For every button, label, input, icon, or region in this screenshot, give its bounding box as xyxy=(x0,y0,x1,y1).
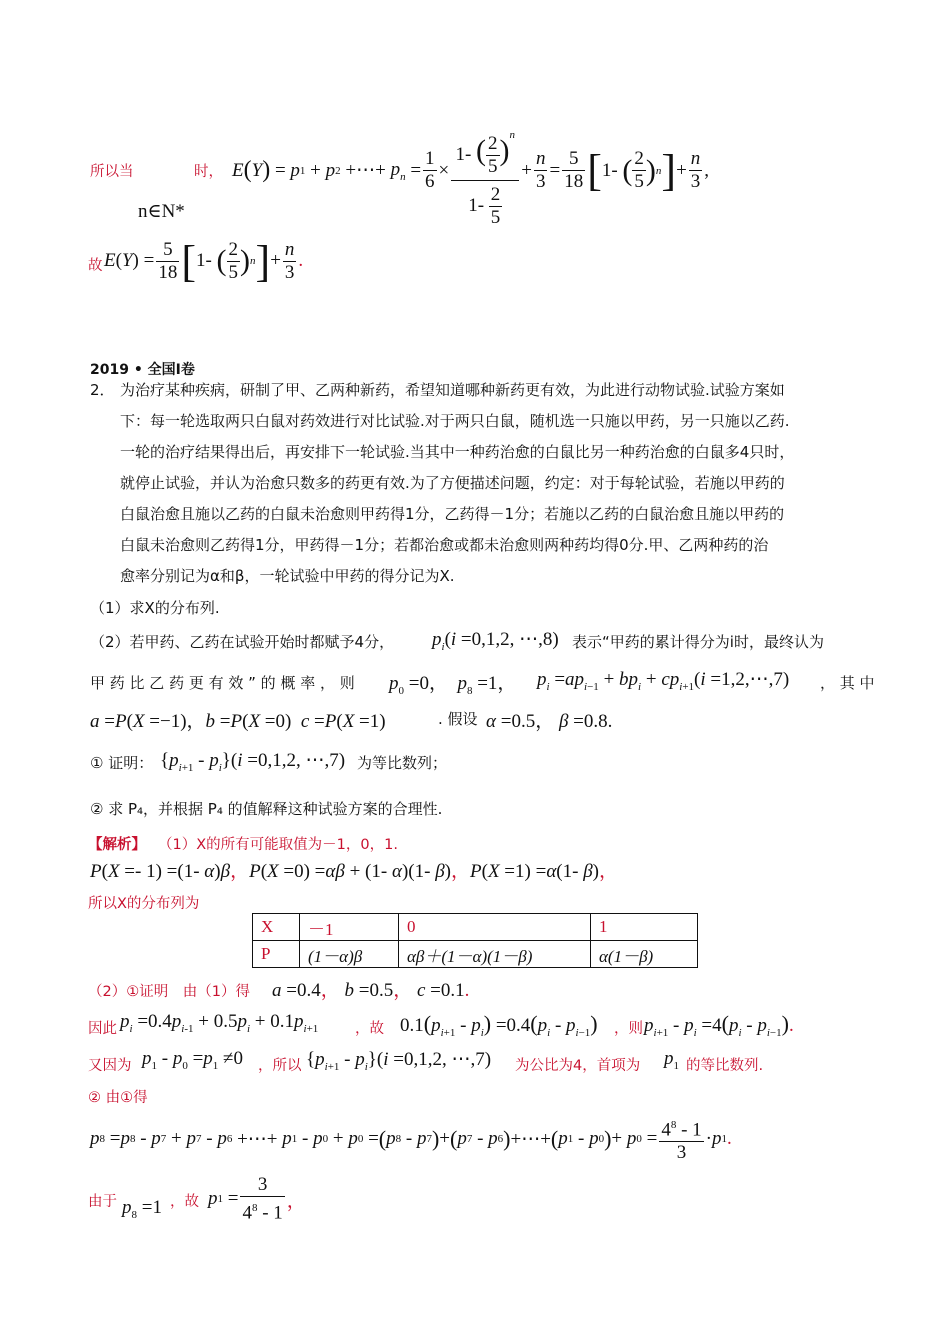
difference-sequence-2: $\{p_{i+1} - p_i\}(i =0,1,2$, ⋯,7) xyxy=(306,1049,492,1073)
abc-values: a =0.4， b =0.5， c =0.1. xyxy=(272,980,470,1001)
ey-result-formula: E ( Y ) = $\frac{5}{18}$ [ 1- ( $\frac{2}{5}$ ) n ] + $\frac{n}{3}$ . xyxy=(104,236,304,286)
n-condition: n∈N* xyxy=(138,201,185,222)
since-label: 所以当 xyxy=(90,164,134,180)
table-cell: P xyxy=(253,941,300,968)
so2-label: ，所以 xyxy=(258,1058,302,1074)
problem-line-3: 一轮的治疗结果得出后，再安排下一轮试验.当其中一种药治愈的白鼠比另一种药治愈的白鼠多4只时， xyxy=(120,443,795,461)
solution-part-2-label: （2）①证明 由（1）得 xyxy=(88,984,250,1000)
alpha-beta-values: α =0.5， β =0.8. xyxy=(486,711,613,732)
question-2-part-a: （2）若甲药、乙药在试验开始时都赋予4分， xyxy=(90,633,395,651)
recurrence-formula: $p_i =ap_{i-1} + bp_i + cp_{i+1}(i$ =1,2,⋯,7) xyxy=(537,669,790,693)
problem-line-1: 为治疗某种疾病，研制了甲、乙两种新药，希望知道哪种新药更有效，为此进行动物试验.试验方案如 xyxy=(120,381,785,399)
then-label: ，则 xyxy=(614,1021,643,1037)
pi-definition: $p_i(i =0,1,2$, ⋯,8) xyxy=(432,629,559,653)
table-row xyxy=(253,941,698,968)
question-2-part-e: . 假设 xyxy=(438,710,478,728)
problem-line-4: 就停止试验，并认为治愈只数多的药更有效.为了方便描述问题，约定：对于每轮试验，若施以甲药的 xyxy=(120,474,785,492)
ey-sum-formula: E ( Y ) = p 1 + p 2 +⋯+ $p_n$ = $\frac{1}{6}$ × 1- ( $\frac{2}{5}$ )$^n$ 1- $\frac{2}{5}$ + $\frac{n}{3}$ = $\frac{5}{18}$ [ 1- ( $\frac{2}{5}$ ) n ] + $\frac{n}{3}$ , xyxy=(232,118,709,223)
solution-label: 【解析】 xyxy=(88,837,146,853)
ratio-text: 为公比为4，首项为 xyxy=(515,1058,641,1074)
problem-line-7: 愈率分别记为α和β，一轮试验中甲药的得分记为X. xyxy=(120,567,455,585)
table-cell: αβ＋(1－α)(1－β) xyxy=(399,941,591,968)
difference-sequence: $\{p_{i+1} - p_i\}(i =0,1,2$, ⋯,7) xyxy=(160,750,346,774)
question-2-part-b: 表示“甲药的累计得分为i时，最终认为 xyxy=(572,633,824,651)
probability-formulas: P(X =- 1) =(1- α)β，P(X =0) =αβ + (1- α)(1- β)，P(X =1) =α(1- β)， xyxy=(90,861,619,882)
problem-number: 2． xyxy=(90,381,115,399)
p1-symbol: $p_1$ xyxy=(664,1048,679,1072)
problem-line-5: 白鼠治愈且施以乙药的白鼠未治愈则甲药得1分，乙药得－1分；若施以乙药的白鼠治愈且施以甲药的 xyxy=(120,505,785,523)
table-row xyxy=(253,914,698,941)
so3-label: ，故 xyxy=(170,1194,199,1210)
abc-definitions: a =P(X =−1)，b =P(X =0) c =P(X =1) xyxy=(90,711,386,732)
problem-line-6: 白鼠未治愈则乙药得1分，甲药得－1分；若都治愈或都未治愈则两种药均得0分.甲、乙两种药的治 xyxy=(120,536,769,554)
question-2-part-d: ， 其 中 xyxy=(820,674,875,692)
table-cell: －1 xyxy=(300,914,399,941)
ratio-relation: $p_{i+1} - p_i =4(p_i - p_{i-1})$. xyxy=(644,1011,794,1039)
section-heading: 2019 • 全国Ⅰ卷 xyxy=(90,362,195,378)
question-2-part-c: 甲 药 比 乙 药 更 有 效 ” 的 概 率 ， 则 xyxy=(90,674,355,692)
table-cell: X xyxy=(253,914,300,941)
question-2-2: ② 求 P₄，并根据 P₄ 的值解释这种试验方案的合理性. xyxy=(90,800,443,818)
thus-label: 因此 xyxy=(88,1021,117,1037)
ratio-tail: 的等比数列. xyxy=(686,1058,764,1074)
question-1: （1）求X的分布列. xyxy=(90,599,220,617)
telescoping-sum: p 8 = p 8 - p 7 + p 7 - p 6 +⋯+ p 1 - p 0 + p 0 = ( p 8 - p 7 ) + ( p 7 - p 6 ) +⋯+ ( p 1 - p 0 ) + p 0 = $\frac{4^8 - 1}{3}$ · p 1 . xyxy=(90,1112,732,1166)
also-label: 又因为 xyxy=(88,1058,132,1074)
problem-line-2: 下：每一轮选取两只白鼠对药效进行对比试验.对于两只白鼠，随机选一只施以甲药，另一只施以乙药. xyxy=(120,412,790,430)
table-cell: (1－α)β xyxy=(300,941,399,968)
since-label-2: 由于 xyxy=(88,1194,117,1210)
solution-part-1: （1）X的所有可能取值为－1，0，1. xyxy=(158,837,398,853)
time-label: 时， xyxy=(194,164,223,180)
distribution-table xyxy=(252,913,698,968)
table-cell: α(1－β) xyxy=(591,941,698,968)
difference-relation: $0.1(p_{i+1} - p_i) =0.4(p_i - p_{i-1})$ xyxy=(400,1011,598,1039)
recurrence-substituted: $p_i =0.4p_{i-1} + 0.5p_i + 0.1p_{i+1}$ xyxy=(120,1011,319,1035)
solution-part-2-2: ② 由①得 xyxy=(88,1090,148,1106)
question-2-1-tail: 为等比数列； xyxy=(357,754,448,772)
table-cell: 0 xyxy=(399,914,591,941)
p1-nonzero: $p_1 - p_0 =p_1 \ne 0$ xyxy=(142,1048,243,1072)
p0-value: $p_0 =0$， $p_8 =1$， xyxy=(389,673,517,697)
question-2-1: ① 证明： xyxy=(90,754,154,772)
table-cell: 1 xyxy=(591,914,698,941)
therefore-label: 故 xyxy=(88,258,103,274)
distribution-intro: 所以X的分布列为 xyxy=(88,896,200,912)
so-label: ，故 xyxy=(355,1021,384,1037)
p8-value: $p_8 =1$ xyxy=(122,1197,162,1221)
p1-result: p 1 = $\frac{3}{4^8 - 1}$ ， xyxy=(208,1173,306,1224)
